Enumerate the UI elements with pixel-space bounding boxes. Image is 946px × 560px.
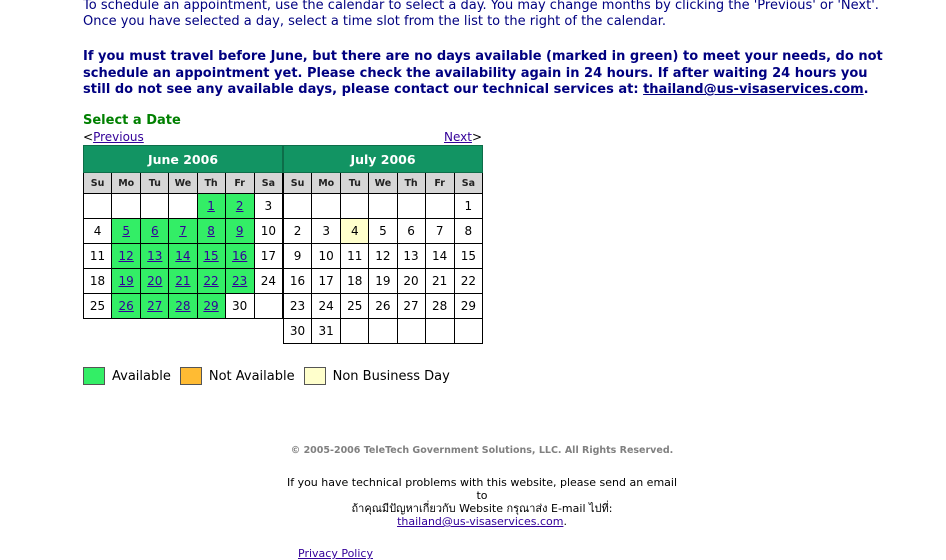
calendar-day: 30	[225, 294, 254, 319]
weekday-header: Su	[84, 173, 112, 194]
weekday-header: Th	[397, 173, 425, 194]
intro-text: To schedule an appointment, use the calendar to select a day. You may change months by clicking the 'Previous' or 'Next'. Once you have selected a day, select a time slot from the list to the right of the calendar.	[83, 0, 879, 29]
day-link[interactable]: 14	[175, 249, 191, 263]
calendar-day: 24	[254, 269, 282, 294]
calendar-day: 21	[425, 269, 454, 294]
legend-not-available-label: Not Available	[208, 368, 295, 384]
calendar-empty-cell	[284, 194, 312, 219]
calendar-empty-cell	[341, 194, 369, 219]
calendar-day-available[interactable]	[197, 269, 225, 294]
day-link[interactable]: 29	[203, 299, 219, 313]
calendar-day-available[interactable]	[141, 269, 169, 294]
privacy-policy-link[interactable]: Privacy Policy	[298, 547, 373, 560]
day-link[interactable]: 23	[232, 274, 248, 288]
tech-support-text-th: ถ้าคุณมีปัญหาเกี่ยวกับ Website กรุณาส่ง E-mail ไปที่:	[351, 502, 613, 515]
weekday-header: Mo	[112, 173, 141, 194]
calendar-day: 10	[312, 244, 341, 269]
calendar-empty-cell	[397, 319, 425, 344]
calendar-day: 2	[284, 219, 312, 244]
day-link[interactable]: 28	[175, 299, 191, 313]
next-bracket: >	[471, 130, 483, 144]
calendar-day-available[interactable]	[112, 219, 141, 244]
weekday-header: Su	[284, 173, 312, 194]
calendar-day: 29	[454, 294, 482, 319]
calendar-day-available[interactable]	[197, 219, 225, 244]
calendar-day: 3	[312, 219, 341, 244]
calendar-empty-cell	[397, 194, 425, 219]
copyright-notice: © 2005-2006 TeleTech Government Solutions, LLC. All Rights Reserved.	[290, 445, 674, 456]
calendar-july	[283, 145, 483, 344]
calendar-day-available[interactable]	[169, 269, 197, 294]
weekday-header: Mo	[312, 173, 341, 194]
calendar-empty-cell	[312, 194, 341, 219]
calendar-day: 22	[454, 269, 482, 294]
day-link[interactable]: 20	[147, 274, 163, 288]
calendar-week	[84, 269, 283, 294]
calendar-day: 17	[254, 244, 282, 269]
calendar-day: 15	[454, 244, 482, 269]
calendar-day: 25	[84, 294, 112, 319]
calendar-june	[83, 145, 283, 319]
calendar-day: 4	[84, 219, 112, 244]
calendar-empty-cell	[341, 319, 369, 344]
month-title: July 2006	[284, 146, 483, 173]
calendar-day: 9	[284, 244, 312, 269]
calendar-legend	[83, 367, 459, 385]
calendar-week	[284, 294, 483, 319]
weekday-header: Sa	[254, 173, 282, 194]
calendar-day-available[interactable]	[169, 219, 197, 244]
calendar-day-available[interactable]	[225, 219, 254, 244]
footer-email-period: .	[563, 515, 567, 528]
calendar-empty-cell	[425, 194, 454, 219]
month-title: June 2006	[84, 146, 283, 173]
legend-not-available-swatch	[180, 367, 202, 385]
calendar-day: 18	[84, 269, 112, 294]
calendar-day: 24	[312, 294, 341, 319]
calendar-day-available[interactable]	[112, 269, 141, 294]
calendar-week	[84, 244, 283, 269]
calendar-day-available[interactable]	[225, 269, 254, 294]
day-link[interactable]: 13	[147, 249, 163, 263]
calendar-day: 25	[341, 294, 369, 319]
calendar-day-available[interactable]	[169, 294, 197, 319]
day-link[interactable]: 12	[118, 249, 134, 263]
calendar-week	[84, 219, 283, 244]
calendar-day-available[interactable]	[197, 294, 225, 319]
calendar-day-available[interactable]	[197, 194, 225, 219]
legend-non-business-swatch	[304, 367, 326, 385]
weekday-header: Sa	[454, 173, 482, 194]
calendar-day-available[interactable]	[225, 194, 254, 219]
tech-support-text-en: If you have technical problems with this website, please send an email to	[286, 476, 678, 502]
calendar-day: 8	[454, 219, 482, 244]
day-link[interactable]: 16	[232, 249, 248, 263]
day-link[interactable]: 15	[203, 249, 219, 263]
calendar-day: 20	[397, 269, 425, 294]
tech-support-notice	[282, 476, 682, 528]
calendar-day: 17	[312, 269, 341, 294]
weekday-header: Fr	[225, 173, 254, 194]
calendar-day: 5	[369, 219, 397, 244]
weekday-header: Fr	[425, 173, 454, 194]
calendar-day-available[interactable]	[141, 294, 169, 319]
day-link[interactable]: 6	[150, 224, 159, 238]
legend-available-label: Available	[112, 368, 171, 384]
calendar-day: 10	[254, 219, 282, 244]
footer-email-line	[282, 515, 682, 528]
previous-bracket: <	[83, 130, 94, 144]
day-link[interactable]: 5	[122, 224, 130, 238]
calendar-day: 23	[284, 294, 312, 319]
calendar-day: 16	[284, 269, 312, 294]
day-link[interactable]: 22	[203, 274, 219, 288]
next-nav	[444, 130, 482, 144]
calendar-day: 28	[425, 294, 454, 319]
calendar-week	[84, 194, 283, 219]
calendar-day-non-business: 4	[341, 219, 369, 244]
calendar-day-available[interactable]	[225, 244, 254, 269]
weekday-header: Tu	[141, 173, 169, 194]
day-link[interactable]: 1	[207, 199, 215, 213]
legend-available-swatch	[83, 367, 105, 385]
calendar-day-available[interactable]	[169, 244, 197, 269]
select-date-title: Select a Date	[83, 113, 181, 128]
day-link[interactable]: 2	[235, 199, 244, 213]
tech-support-email-link[interactable]: thailand@us-visaservices.com	[643, 82, 864, 97]
calendar-day: 6	[397, 219, 425, 244]
day-link[interactable]: 19	[118, 274, 134, 288]
calendar-day: 27	[397, 294, 425, 319]
calendar-day: 7	[425, 219, 454, 244]
weekday-header: We	[169, 173, 197, 194]
weekday-header: Th	[197, 173, 225, 194]
calendar-empty-cell	[369, 319, 397, 344]
calendar-day-available[interactable]	[141, 219, 169, 244]
calendar-day: 19	[369, 269, 397, 294]
calendar-day: 3	[254, 194, 282, 219]
calendar-empty-cell	[84, 194, 112, 219]
calendar-day-available[interactable]	[112, 244, 141, 269]
warning-text: If you must travel before June, but there are no days available (marked in green) to meet your needs, do not schedule an appointment yet. Please check the availability again in 24 hours. If after waiting 24 hours you still do not see any available days, please contact our technical services at:	[83, 49, 883, 97]
calendar-day: 14	[425, 244, 454, 269]
calendar-day: 31	[312, 319, 341, 344]
calendar-empty-cell	[141, 194, 169, 219]
weekday-header: Tu	[341, 173, 369, 194]
calendar-week	[284, 269, 483, 294]
calendar-day: 13	[397, 244, 425, 269]
availability-warning	[83, 49, 883, 99]
calendar-week	[284, 194, 483, 219]
calendar-empty-cell	[112, 194, 141, 219]
legend-non-business-label: Non Business Day	[332, 368, 450, 384]
previous-month-link[interactable]: Previous	[93, 130, 144, 144]
day-link[interactable]: 8	[207, 224, 215, 238]
calendar-empty-cell	[454, 319, 482, 344]
calendar-day: 18	[341, 269, 369, 294]
calendar-day: 26	[369, 294, 397, 319]
calendar-empty-cell	[425, 319, 454, 344]
day-link[interactable]: 21	[175, 274, 191, 288]
calendar-day: 1	[454, 194, 482, 219]
calendar-empty-cell	[369, 194, 397, 219]
calendar-day: 30	[284, 319, 312, 344]
footer-email-link[interactable]: thailand@us-visaservices.com	[397, 515, 564, 528]
weekday-header: We	[369, 173, 397, 194]
day-link[interactable]: 26	[118, 299, 134, 313]
day-link[interactable]: 7	[179, 224, 187, 238]
calendar-empty-cell	[169, 194, 197, 219]
calendar-week	[284, 244, 483, 269]
calendar-day-available[interactable]	[112, 294, 141, 319]
calendar-day: 11	[84, 244, 112, 269]
warning-period: .	[863, 82, 869, 97]
previous-nav	[83, 130, 144, 144]
next-month-link[interactable]: Next	[444, 130, 472, 144]
calendar-day-available[interactable]	[141, 244, 169, 269]
calendar-day-available[interactable]	[197, 244, 225, 269]
calendar-week	[84, 294, 283, 319]
calendar-day: 12	[369, 244, 397, 269]
day-link[interactable]: 27	[147, 299, 163, 313]
calendar-day: 11	[341, 244, 369, 269]
calendar-empty-cell	[254, 294, 282, 319]
day-link[interactable]: 9	[235, 224, 244, 238]
calendar-week	[284, 219, 483, 244]
calendar-week	[284, 319, 483, 344]
